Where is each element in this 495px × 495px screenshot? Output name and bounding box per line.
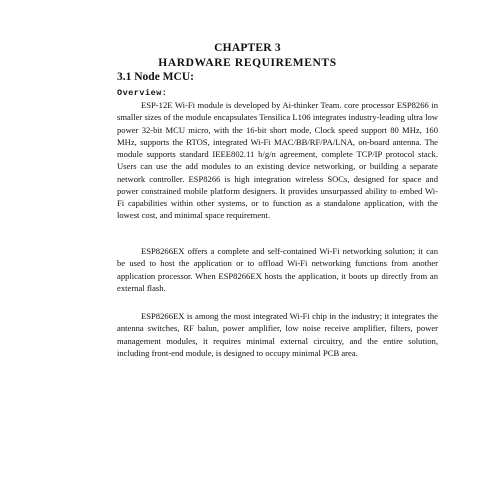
chapter-label: CHAPTER 3 [214, 42, 281, 54]
paragraph-2-text: ESP8266EX offers a complete and self-contained Wi-Fi networking solution; it can be used to host the application or to offload Wi-Fi networking functions from another application processor. When ESP8266EX hosts the application, it boots up directly from an external flash. [117, 246, 438, 293]
paragraph-3-text: ESP8266EX is among the most integrated Wi-Fi chip in the industry; it integrates the antenna switches, RF balun, power amplifier, low noise receive amplifier, filters, power management modules, it requires minimal external circuitry, and the entire solution, including front-end module, is designed to occupy minimal PCB area. [117, 311, 438, 358]
section-heading: 3.1 Node MCU: [117, 71, 194, 83]
paragraph-3 [117, 310, 438, 359]
subsection-heading: Overview: [117, 88, 168, 98]
paragraph-1-text: ESP-12E Wi-Fi module is developed by Ai-thinker Team. core processor ESP8266 in smaller sizes of the module encapsulates Tensilica L106 integrates industry-leading ultra low power 32-bit MCU micro, with the 16-bit short mode, Clock speed support 80 MHz, 160 MHz, supports the RTOS, integrated Wi-Fi MAC/BB/RF/PA/LNA, on-board antenna. The module supports standard IEEE802.11 b/g/n agreement, complete TCP/IP protocol stack. Users can use the add modules to an existing device networking, or building a separate network controller. ESP8266 is high integration wireless SOCs, designed for space and power constrained mobile platform designers. It provides unsurpassed ability to embed Wi-Fi capabilities within other systems, or to function as a standalone application, with the lowest cost, and minimal space requirement. [117, 100, 438, 221]
paragraph-1 [117, 99, 438, 222]
chapter-title: HARDWARE REQUIREMENTS [158, 57, 337, 69]
paragraph-2 [117, 245, 438, 294]
